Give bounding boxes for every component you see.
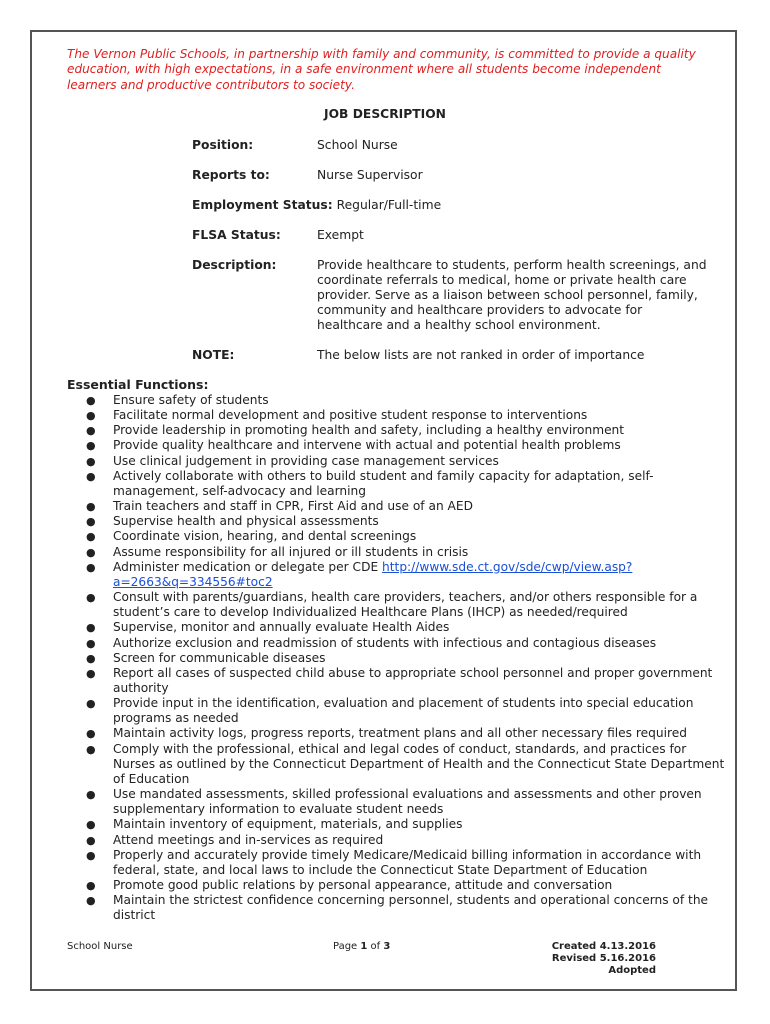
note-value: The below lists are not ranked in order of importance (317, 348, 645, 362)
bullet-icon: ● (86, 833, 96, 847)
bullet-icon: ● (86, 560, 96, 574)
page-of: of (367, 941, 384, 952)
bullet-icon: ● (86, 894, 96, 908)
bullet-icon: ● (86, 848, 96, 862)
bullet-icon: ● (86, 500, 96, 514)
bullet-icon: ● (86, 454, 96, 468)
bullet-icon: ● (86, 591, 96, 605)
duty-text: Properly and accurately provide timely Medicare/Medicaid billing information in accordance with federal, state, and local laws to include the Connecticut State Department of Education (113, 847, 702, 877)
duty-text: Use clinical judgement in providing case management services (113, 453, 499, 468)
bullet-icon: ● (86, 469, 96, 483)
duty-text: Supervise health and physical assessments (113, 514, 379, 529)
duty-text: Report all cases of suspected child abuse to appropriate school personnel and proper government authority (113, 665, 713, 695)
bullet-icon: ● (86, 409, 96, 423)
duty-item (86, 893, 726, 923)
duty-item (86, 696, 726, 726)
duty-item (86, 742, 726, 787)
duty-item (86, 469, 726, 499)
duty-text: Authorize exclusion and readmission of students with infectious and contagious diseases (113, 635, 657, 650)
footer-dates (552, 941, 656, 977)
duty-text: Actively collaborate with others to build student and family capacity for adaptation, self-management, self-advocacy and learning (113, 468, 654, 498)
duty-text: Promote good public relations by personal appearance, attitude and conversation (113, 878, 613, 892)
duty-text: Maintain activity logs, progress reports, treatment plans and all other necessary files required (113, 726, 687, 741)
duty-text: Use mandated assessments, skilled professional evaluations and assessments and other proven supplementary information to evaluate student needs (113, 787, 702, 817)
employment-status-row (192, 198, 441, 212)
bullet-icon: ● (86, 530, 96, 544)
page-prefix: Page (333, 941, 361, 952)
duty-item (86, 408, 726, 423)
duty-item (86, 514, 726, 529)
duty-item (86, 787, 726, 817)
bullet-icon: ● (86, 727, 96, 741)
reports-to-label: Reports to: (192, 168, 270, 182)
bullet-icon: ● (86, 879, 96, 892)
duty-item (86, 560, 726, 590)
duty-item (86, 590, 726, 620)
duty-text: Administer medication or delegate per CDE (113, 559, 379, 574)
duty-item (86, 726, 726, 741)
employment-status-value: Regular/Full-time (336, 198, 442, 212)
duty-text: Train teachers and staff in CPR, First Aid and use of an AED (113, 499, 473, 514)
bullet-icon: ● (86, 666, 96, 680)
bullet-icon: ● (86, 424, 96, 438)
bullet-icon: ● (86, 439, 96, 453)
page-total: 3 (383, 941, 391, 952)
duty-text: Provide quality healthcare and intervene with actual and potential health problems (113, 438, 621, 453)
duty-item (86, 620, 726, 635)
essential-functions-heading: Essential Functions: (67, 377, 209, 392)
description-value: Provide healthcare to students, perform health screenings, and coordinate referrals to medical, home or private health care provider. Serve as a liaison between school personnel, family, community and healthcare providers to advocate for healthcare and a healthy school environment. (317, 258, 707, 332)
duty-text: Consult with parents/guardians, health care providers, teachers, and/or others responsible for a student’s care to develop Individualized Healthcare Plans (IHCP) as needed/required (113, 590, 698, 620)
reports-to-value: Nurse Supervisor (317, 168, 423, 182)
duty-item (86, 878, 726, 893)
bullet-icon: ● (86, 621, 96, 635)
bullet-icon: ● (86, 394, 96, 407)
duty-text: Maintain the strictest confidence concerning personnel, students and operational concerns of the district (113, 893, 709, 923)
bullet-icon: ● (86, 651, 96, 665)
revised-date: Revised 5.16.2016 (551, 953, 656, 964)
duty-item (86, 423, 726, 438)
duty-item (86, 529, 726, 544)
duty-text: Supervise, monitor and annually evaluate Health Aides (113, 620, 450, 635)
page-current: 1 (360, 941, 368, 952)
created-date: Created 4.13.2016 (551, 941, 656, 952)
bullet-icon: ● (86, 788, 96, 802)
duty-item (86, 393, 726, 408)
duty-item (86, 438, 726, 453)
mission-statement: The Vernon Public Schools, in partnership with family and community, is committed to provide a quality education, with high expectations, in a safe environment where all students become independent learners and productive contributors to society. (67, 47, 696, 92)
footer-position: School Nurse (67, 941, 133, 952)
adopted-status: Adopted (608, 965, 656, 976)
flsa-status-label: FLSA Status: (192, 228, 281, 242)
duty-text: Comply with the professional, ethical and legal codes of conduct, standards, and practices for Nurses as outlined by the Connecticut Department of Health and the Connecticut State Department of Education (113, 741, 725, 786)
duty-text: Maintain inventory of equipment, materials, and supplies (113, 817, 463, 832)
duty-item (86, 545, 726, 560)
duty-item (86, 454, 726, 469)
document-title: JOB DESCRIPTION (324, 107, 446, 121)
bullet-icon: ● (86, 742, 96, 756)
footer-page-number (333, 941, 390, 952)
duty-item (86, 848, 726, 878)
duty-text: Facilitate normal development and positive student response to interventions (113, 408, 588, 423)
note-label: NOTE: (192, 348, 235, 362)
duty-text: Ensure safety of students (113, 393, 269, 407)
duty-item (86, 833, 726, 848)
duty-text: Provide input in the identification, evaluation and placement of students into special education programs as needed (113, 696, 694, 726)
description-label: Description: (192, 258, 277, 272)
duty-text: Assume responsibility for all injured or ill students in crisis (113, 544, 469, 559)
duty-item (86, 666, 726, 696)
duty-text: Attend meetings and in-services as required (113, 832, 384, 847)
bullet-icon: ● (86, 697, 96, 711)
duty-text: Provide leadership in promoting health and safety, including a healthy environment (113, 423, 625, 438)
flsa-status-value: Exempt (317, 228, 364, 242)
duty-text: Screen for communicable diseases (113, 650, 326, 665)
duty-item (86, 636, 726, 651)
bullet-icon: ● (86, 515, 96, 529)
duty-item (86, 651, 726, 666)
position-label: Position: (192, 138, 254, 152)
duty-item (86, 817, 726, 832)
bullet-icon: ● (86, 818, 96, 832)
employment-status-label: Employment Status: (192, 198, 333, 212)
bullet-icon: ● (86, 636, 96, 650)
bullet-icon: ● (86, 545, 96, 559)
position-value: School Nurse (317, 138, 398, 152)
cde-medication-link[interactable]: http://www.sde.ct.gov/sde/cwp/view.asp?a=2663&q=334556#toc2 (113, 559, 633, 589)
essential-functions-list (86, 393, 726, 923)
duty-text: Coordinate vision, hearing, and dental screenings (113, 529, 417, 544)
duty-item (86, 499, 726, 514)
